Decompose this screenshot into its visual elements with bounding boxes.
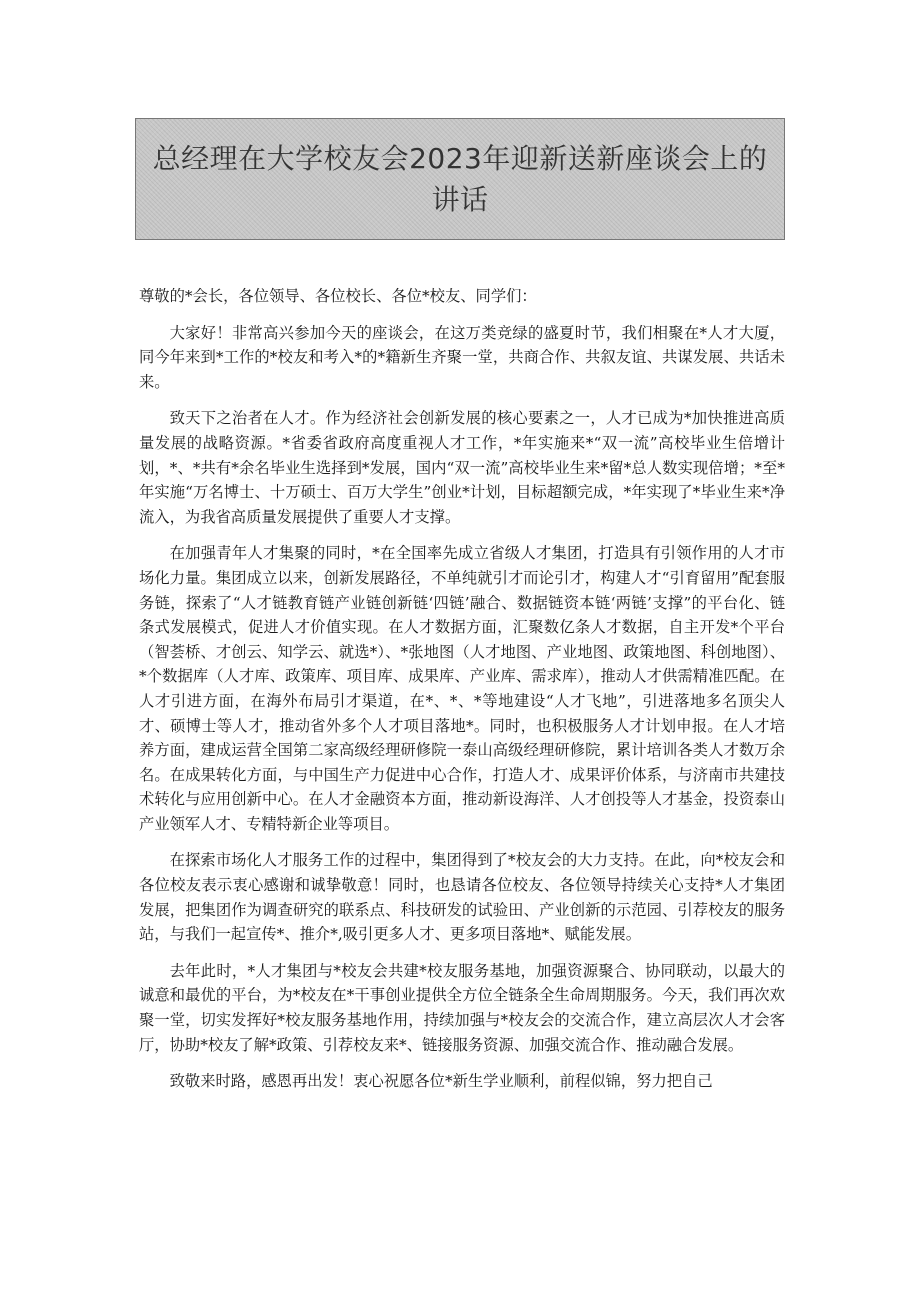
document-title: 总经理在大学校友会2023年迎新送新座谈会上的讲话	[152, 142, 768, 216]
paragraph-service-base: 去年此时，*人才集团与*校友会共建*校友服务基地，加强资源聚合、协同联动，以最大的诚意和最优的平台，为*校友在*干事创业提供全方位全链条全生命周期服务。今天，我们再次欢聚一堂，切实发挥好*校友服务基地作用，持续加强与*校友会的交流合作，建立高层次人才会客厅，协助*校友了解*政策、引荐校友来*、链接服务资源、加强交流合作、推动融合发展。	[139, 961, 785, 1054]
document-body	[139, 284, 785, 1106]
salutation: 尊敬的*会长，各位领导、各位校长、各位*校友、同学们：	[139, 287, 537, 305]
paragraph-closing: 致敬来时路，感恩再出发！衷心祝愿各位*新生学业顺利，前程似锦，努力把自己	[169, 1072, 713, 1091]
paragraph-thanks: 在探索市场化人才服务工作的过程中，集团得到了*校友会的大力支持。在此，向*校友会和各位校友表示衷心感谢和诚挚敬意！同时，也恳请各位校友、各位领导持续关心支持*人才集团发展，把集团作为调查研究的联系点、科技研发的试验田、产业创新的示范园、引荐校友的服务站，与我们一起宣传*、推介*,吸引更多人才、更多项目落地*、赋能发展。	[139, 851, 785, 944]
paragraph-greeting: 大家好！非常高兴参加今天的座谈会，在这万类竞绿的盛夏时节，我们相聚在*人才大厦，同今年来到*工作的*校友和考入*的*籍新生齐聚一堂，共商合作、共叙友谊、共谋发展、共话未来。	[139, 323, 785, 391]
paragraph-talent-group: 在加强青年人才集聚的同时，*在全国率先成立省级人才集团，打造具有引领作用的人才市场化力量。集团成立以来，创新发展路径，不单纯就引才而论引才，构建人才“引育留用”配套服务链，探索了“人才链教育链产业链创新链‘四链’融合、数据链资本链‘两链’支撑”的平台化、链条式发展模式，促进人才价值实现。在人才数据方面，汇聚数亿条人才数据，自主开发*个平台（智荟桥、才创云、知学云、就选*）、*张地图（人才地图、产业地图、政策地图、科创地图）、*个数据库（人才库、政策库、项目库、成果库、产业库、需求库），推动人才供需精准匹配。在人才引进方面，在海外布局引才渠道，在*、*、*等地建设“人才飞地”，引进落地多名顶尖人才、硕博士等人才，推动省外多个人才项目落地*。同时，也积极服务人才计划申报。在人才培养方面，建成运营全国第二家高级经理研修院一泰山高级经理研修院，累计培训各类人才数万余名。在成果转化方面，与中国生产力促进中心合作，打造人才、成果评价体系，与济南市共建技术转化与应用创新中心。在人才金融资本方面，推动新设海洋、人才创投等人才基金，投资泰山产业领军人才、专精特新企业等项目。	[139, 544, 785, 833]
paragraph-talent-strategy: 致天下之治者在人才。作为经济社会创新发展的核心要素之一，人才已成为*加快推进高质量发展的战略资源。*省委省政府高度重视人才工作，*年实施来*“双一流”高校毕业生倍增计划，*、*共有*余名毕业生选择到*发展，国内“双一流”高校毕业生来*留*总人数实现倍增；*至*年实施“万名博士、十万硕士、百万大学生”创业*计划，目标超额完成，*年实现了*毕业生来*净流入，为我省高质量发展提供了重要人才支撑。	[139, 409, 785, 526]
title-banner	[135, 118, 785, 240]
